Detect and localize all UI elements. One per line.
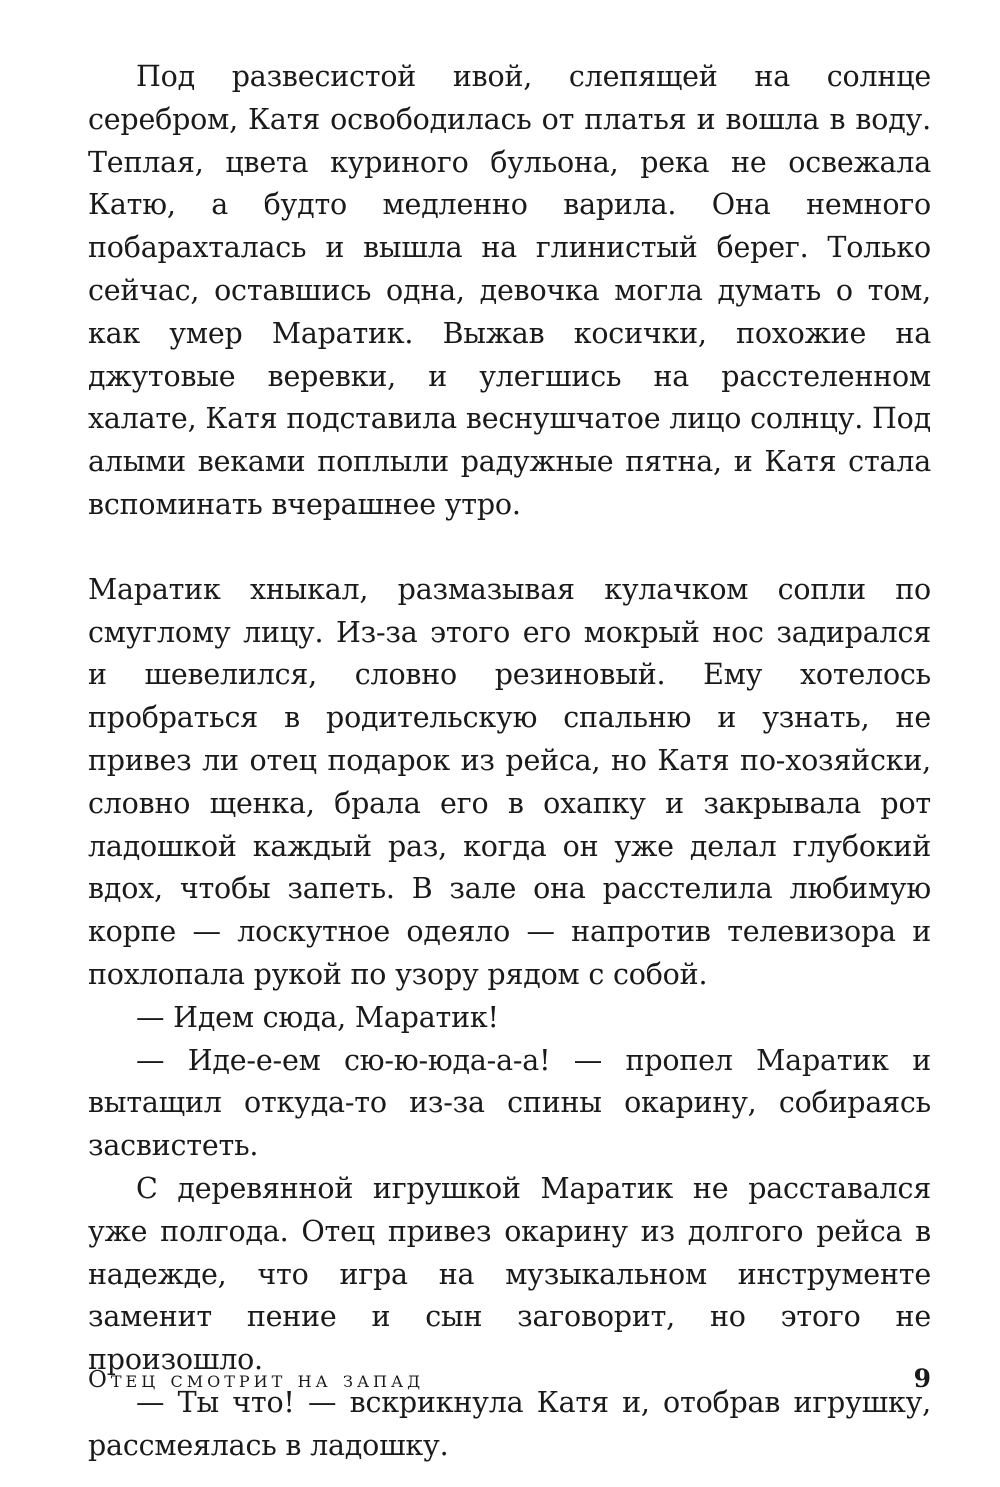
running-head: Отец смотрит на запад: [88, 1367, 425, 1393]
page-body: [88, 56, 931, 1468]
page-number: 9: [913, 1364, 931, 1393]
paragraph-maratik: Маратик хныкал, размазывая кулачком сопли по смуглому лицу. Из-за этого его мокрый нос задирался и шевелился, словно резиновый. Ему хотелось пробраться в родительскую спальню и узнать, не привез ли отец подарок из рейса, но Катя по-хозяйски, словно щенка, брала его в охапку и закрывала рот ладошкой каждый раз, когда он уже делал глубокий вдох, чтобы запеть. В зале она расстелила любимую корпе — лоскутное одеяло — напротив телевизора и похлопала рукой по узору рядом с собой.: [88, 572, 931, 991]
dialogue-line-1: — Идем сюда, Маратик!: [136, 1000, 499, 1034]
dialogue-line-3: — Ты что! — вскрикнула Катя и, отобрав игрушку, рассмеялась в ладошку.: [88, 1385, 931, 1462]
section-break: [88, 527, 931, 569]
page-footer: [88, 1364, 931, 1404]
paragraph-ocarina: С деревянной игрушкой Маратик не расставался уже полгода. Отец привез окарину из долгого рейса в надежде, что игра на музыкальном инструменте заменит пение и сын заговорит, но этого не произошло.: [88, 1171, 931, 1377]
paragraph-river: Под развесистой ивой, слепящей на солнце серебром, Катя освободилась от платья и вошла в воду. Теплая, цвета куриного бульона, река не освежала Катю, а будто медленно варила. Она немного побарахталась и вышла на глинистый берег. Только сейчас, оставшись одна, девочка могла думать о том, как умер Маратик. Выжав косички, похожие на джутовые веревки, и улегшись на расстеленном халате, Катя подставила веснушчатое лицо солнцу. Под алыми веками поплыли радужные пятна, и Катя стала вспоминать вчерашнее утро.: [88, 60, 931, 521]
dialogue-line-2: — Иде-е-ем сю-ю-юда-а-а! — пропел Маратик и вытащил откуда-то из-за спины окарину, собираясь засвистеть.: [88, 1043, 931, 1163]
